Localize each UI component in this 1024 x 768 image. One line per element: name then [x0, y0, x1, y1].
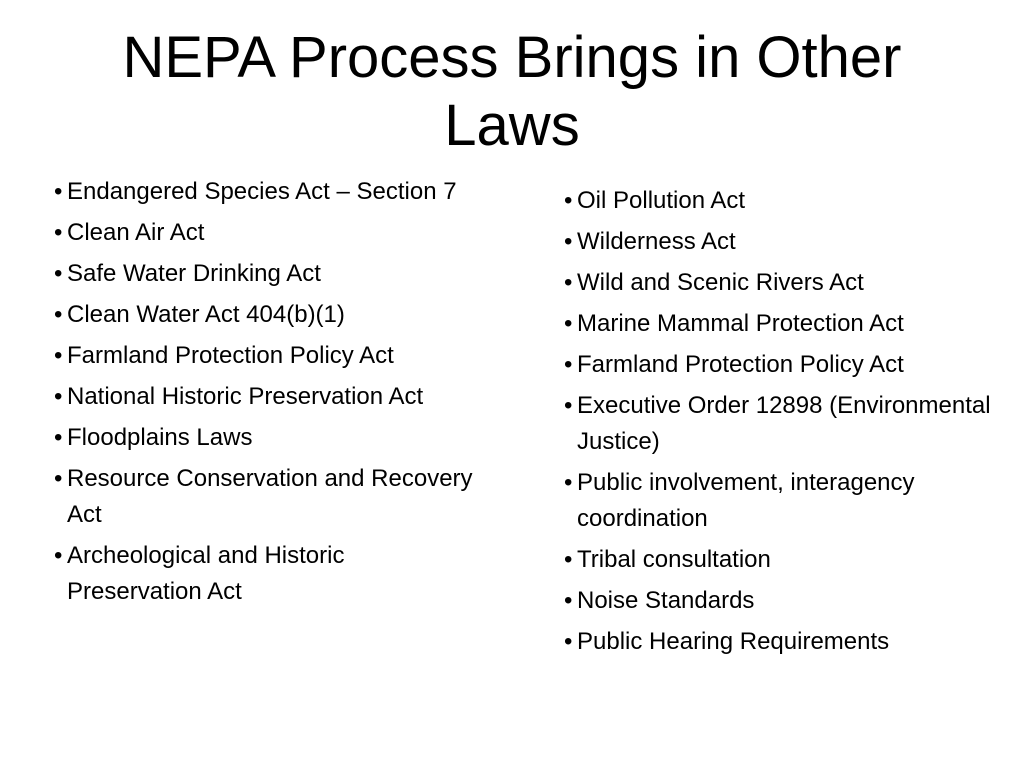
list-item-text: Floodplains Laws — [67, 424, 253, 451]
bullet-icon: • — [564, 587, 573, 614]
list-item — [564, 465, 1004, 537]
list-item-text: Endangered Species Act – Section 7 — [67, 178, 457, 205]
slide-title-line-1: NEPA Process Brings in Other — [122, 25, 902, 90]
list-item-text: Oil Pollution Act — [577, 187, 746, 214]
left-bullet-list — [54, 174, 474, 615]
list-item — [54, 420, 474, 456]
list-item-text: Archeological and Historic Preservation Act — [67, 542, 345, 605]
slide-title — [0, 24, 1024, 160]
bullet-icon: • — [54, 260, 63, 287]
bullet-icon: • — [54, 219, 63, 246]
bullet-icon: • — [564, 469, 573, 496]
bullet-icon: • — [564, 310, 573, 337]
list-item-text: Farmland Protection Policy Act — [67, 342, 394, 369]
list-item — [54, 174, 474, 210]
list-item-text: National Historic Preservation Act — [67, 383, 424, 410]
list-item-text: Public involvement, interagency coordination — [577, 469, 915, 532]
bullet-icon: • — [564, 546, 573, 573]
bullet-icon: • — [54, 342, 63, 369]
list-item — [564, 583, 1004, 619]
bullet-icon: • — [564, 269, 573, 296]
list-item-text: Noise Standards — [577, 587, 755, 614]
bullet-icon: • — [54, 542, 63, 569]
list-item-text: Wilderness Act — [577, 228, 736, 255]
bullet-icon: • — [54, 178, 63, 205]
list-item-text: Clean Water Act 404(b)(1) — [67, 301, 345, 328]
list-item-text: Farmland Protection Policy Act — [577, 351, 904, 378]
bullet-icon: • — [564, 187, 573, 214]
list-item — [564, 224, 1004, 260]
bullet-icon: • — [564, 628, 573, 655]
list-item-text: Resource Conservation and Recovery Act — [67, 465, 473, 528]
list-item — [564, 624, 1004, 660]
right-bullet-list — [564, 183, 1004, 665]
list-item-text: Tribal consultation — [577, 546, 771, 573]
list-item — [54, 338, 474, 374]
list-item-text: Clean Air Act — [67, 219, 205, 246]
bullet-icon: • — [54, 465, 63, 492]
bullet-icon: • — [564, 351, 573, 378]
bullet-icon: • — [564, 392, 573, 419]
list-item — [54, 256, 474, 292]
list-item — [564, 388, 1004, 460]
slide-title-line-2: Laws — [444, 93, 580, 158]
list-item-text: Marine Mammal Protection Act — [577, 310, 904, 337]
list-item — [54, 538, 474, 610]
list-item — [54, 297, 474, 333]
list-item — [54, 461, 474, 533]
list-item — [54, 215, 474, 251]
bullet-icon: • — [54, 301, 63, 328]
list-item — [564, 347, 1004, 383]
list-item — [564, 542, 1004, 578]
list-item-text: Executive Order 12898 (Environmental Justice) — [577, 392, 991, 455]
list-item — [564, 306, 1004, 342]
list-item-text: Public Hearing Requirements — [577, 628, 890, 655]
list-item-text: Safe Water Drinking Act — [67, 260, 321, 287]
bullet-icon: • — [564, 228, 573, 255]
bullet-icon: • — [54, 383, 63, 410]
list-item — [564, 265, 1004, 301]
list-item-text: Wild and Scenic Rivers Act — [577, 269, 864, 296]
list-item — [54, 379, 474, 415]
list-item — [564, 183, 1004, 219]
bullet-icon: • — [54, 424, 63, 451]
